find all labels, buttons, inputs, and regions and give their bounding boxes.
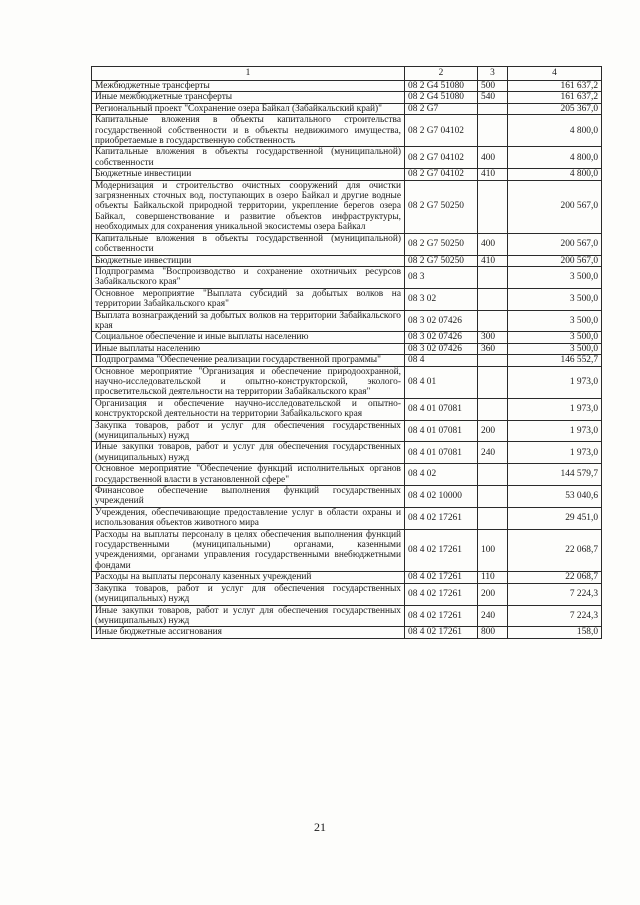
table-row	[92, 266, 602, 288]
row-vr-cell: 110	[478, 572, 508, 583]
row-vr-cell: 240	[478, 605, 508, 627]
row-vr-cell: 410	[478, 169, 508, 180]
row-name-cell: Финансовое обеспечение выполнения функций государственных учреждений	[92, 486, 405, 508]
row-code-cell: 08 4 02 17261	[405, 529, 478, 572]
row-code-cell: 08 2 G7 04102	[405, 147, 478, 169]
row-name-cell: Межбюджетные трансферты	[92, 81, 405, 92]
row-name-cell: Капитальные вложения в объекты государственной (муниципальной) собственности	[92, 233, 405, 255]
table-row	[92, 442, 602, 464]
row-code-cell: 08 4 02 10000	[405, 486, 478, 508]
row-code-cell: 08 4	[405, 355, 478, 366]
row-sum-cell: 158,0	[508, 627, 602, 638]
row-name-cell: Бюджетные инвестиции	[92, 169, 405, 180]
table-row	[92, 605, 602, 627]
row-vr-cell	[478, 486, 508, 508]
row-name-cell: Социальное обеспечение и иные выплаты населению	[92, 332, 405, 343]
row-sum-cell: 3 500,0	[508, 266, 602, 288]
row-code-cell: 08 4 02 17261	[405, 627, 478, 638]
row-sum-cell: 4 800,0	[508, 169, 602, 180]
row-vr-cell	[478, 366, 508, 398]
row-vr-cell: 410	[478, 255, 508, 266]
table-header-row	[92, 67, 602, 81]
row-sum-cell: 1 973,0	[508, 398, 602, 420]
row-sum-cell: 205 367,0	[508, 103, 602, 114]
table-row	[92, 169, 602, 180]
row-name-cell: Учреждения, обеспечивающие предоставление услуг в области охраны и использования объектов животного мира	[92, 507, 405, 529]
row-sum-cell: 4 800,0	[508, 147, 602, 169]
row-vr-cell: 400	[478, 233, 508, 255]
row-code-cell: 08 4 02	[405, 464, 478, 486]
row-sum-cell: 53 040,6	[508, 486, 602, 508]
row-vr-cell: 400	[478, 147, 508, 169]
row-sum-cell: 7 224,3	[508, 605, 602, 627]
row-name-cell: Расходы на выплаты персоналу казенных учреждений	[92, 572, 405, 583]
table-row	[92, 627, 602, 638]
row-name-cell: Иные бюджетные ассигнования	[92, 627, 405, 638]
row-vr-cell	[478, 180, 508, 233]
table-row	[92, 332, 602, 343]
budget-table	[91, 66, 602, 639]
row-name-cell: Иные межбюджетные трансферты	[92, 92, 405, 103]
row-name-cell: Расходы на выплаты персоналу в целях обеспечения выполнения функций государственными (муниципальными) органами, казенными учреждениями, органами управления государственными внебюджетными фондами	[92, 529, 405, 572]
row-vr-cell: 540	[478, 92, 508, 103]
row-vr-cell: 360	[478, 343, 508, 354]
row-sum-cell: 3 500,0	[508, 332, 602, 343]
row-sum-cell: 1 973,0	[508, 420, 602, 442]
row-sum-cell: 4 800,0	[508, 115, 602, 147]
header-col-sum: 4	[508, 67, 602, 81]
row-vr-cell	[478, 355, 508, 366]
row-vr-cell: 200	[478, 420, 508, 442]
row-vr-cell: 300	[478, 332, 508, 343]
row-sum-cell: 3 500,0	[508, 310, 602, 332]
table-row	[92, 81, 602, 92]
table-row	[92, 507, 602, 529]
row-code-cell: 08 4 02 17261	[405, 507, 478, 529]
table-row	[92, 355, 602, 366]
row-code-cell: 08 4 01 07081	[405, 398, 478, 420]
row-code-cell: 08 4 02 17261	[405, 583, 478, 605]
row-sum-cell: 144 579,7	[508, 464, 602, 486]
table-row	[92, 343, 602, 354]
row-code-cell: 08 2 G7	[405, 103, 478, 114]
row-sum-cell: 3 500,0	[508, 288, 602, 310]
table-row	[92, 464, 602, 486]
row-sum-cell: 22 068,7	[508, 572, 602, 583]
row-name-cell: Подпрограмма "Обеспечение реализации государственной программы"	[92, 355, 405, 366]
table-row	[92, 583, 602, 605]
row-sum-cell: 161 637,2	[508, 92, 602, 103]
row-code-cell: 08 3 02 07426	[405, 310, 478, 332]
row-name-cell: Основное мероприятие "Выплата субсидий за добытых волков на территории Забайкальского края"	[92, 288, 405, 310]
row-name-cell: Закупка товаров, работ и услуг для обеспечения государственных (муниципальных) нужд	[92, 420, 405, 442]
table-row	[92, 255, 602, 266]
row-name-cell: Закупка товаров, работ и услуг для обеспечения государственных (муниципальных) нужд	[92, 583, 405, 605]
table-row	[92, 103, 602, 114]
row-name-cell: Региональный проект "Сохранение озера Байкал (Забайкальский край)"	[92, 103, 405, 114]
row-vr-cell	[478, 266, 508, 288]
table-row	[92, 572, 602, 583]
row-sum-cell: 1 973,0	[508, 442, 602, 464]
table-row	[92, 398, 602, 420]
table-row	[92, 233, 602, 255]
row-name-cell: Основное мероприятие "Обеспечение функций исполнительных органов государственной власти в установленной сфере"	[92, 464, 405, 486]
table-row	[92, 310, 602, 332]
row-code-cell: 08 4 02 17261	[405, 605, 478, 627]
table-row	[92, 486, 602, 508]
row-sum-cell: 146 552,7	[508, 355, 602, 366]
table-row	[92, 529, 602, 572]
header-col-name: 1	[92, 67, 405, 81]
row-code-cell: 08 2 G7 04102	[405, 115, 478, 147]
table-row	[92, 288, 602, 310]
row-vr-cell: 500	[478, 81, 508, 92]
row-vr-cell: 800	[478, 627, 508, 638]
row-vr-cell: 240	[478, 442, 508, 464]
row-code-cell: 08 2 G7 50250	[405, 255, 478, 266]
header-col-code: 2	[405, 67, 478, 81]
row-code-cell: 08 4 02 17261	[405, 572, 478, 583]
row-vr-cell	[478, 507, 508, 529]
row-code-cell: 08 3 02	[405, 288, 478, 310]
row-sum-cell: 200 567,0	[508, 233, 602, 255]
row-sum-cell: 1 973,0	[508, 366, 602, 398]
row-vr-cell	[478, 464, 508, 486]
table-row	[92, 115, 602, 147]
table-row	[92, 180, 602, 233]
row-name-cell: Капитальные вложения в объекты капитального строительства государственной собственности и в объекты недвижимого имущества, приобретаемые в государственную собственность	[92, 115, 405, 147]
row-code-cell: 08 4 01 07081	[405, 420, 478, 442]
row-code-cell: 08 3 02 07426	[405, 343, 478, 354]
row-code-cell: 08 3 02 07426	[405, 332, 478, 343]
row-sum-cell: 3 500,0	[508, 343, 602, 354]
header-col-vr: 3	[478, 67, 508, 81]
row-code-cell: 08 2 G4 51080	[405, 81, 478, 92]
row-code-cell: 08 2 G7 50250	[405, 180, 478, 233]
row-sum-cell: 7 224,3	[508, 583, 602, 605]
row-sum-cell: 200 567,0	[508, 180, 602, 233]
row-name-cell: Организация и обеспечение научно-исследовательской и опытно-конструкторской деятельности на территории Забайкальского края	[92, 398, 405, 420]
page-number: 21	[314, 820, 326, 834]
table-row	[92, 147, 602, 169]
row-vr-cell: 100	[478, 529, 508, 572]
row-name-cell: Подпрограмма "Воспроизводство и сохранение охотничьих ресурсов Забайкальского края"	[92, 266, 405, 288]
table-row	[92, 366, 602, 398]
row-code-cell: 08 2 G4 51080	[405, 92, 478, 103]
row-name-cell: Иные выплаты населению	[92, 343, 405, 354]
row-sum-cell: 29 451,0	[508, 507, 602, 529]
row-name-cell: Выплата вознаграждений за добытых волков на территории Забайкальского края	[92, 310, 405, 332]
row-vr-cell	[478, 398, 508, 420]
row-code-cell: 08 4 01	[405, 366, 478, 398]
row-vr-cell: 200	[478, 583, 508, 605]
row-name-cell: Иные закупки товаров, работ и услуг для обеспечения государственных (муниципальных) нужд	[92, 442, 405, 464]
row-vr-cell	[478, 115, 508, 147]
row-name-cell: Модернизация и строительство очистных сооружений для очистки загрязненных сточных вод, поступающих в озеро Байкал и другие водные объекты Байкальской природной территории, укрепление берегов озера Байкал, совершенствование и развитие объектов инфраструктуры, необходимых для сохранения уникальной экосистемы озера Байкал	[92, 180, 405, 233]
row-name-cell: Капитальные вложения в объекты государственной (муниципальной) собственности	[92, 147, 405, 169]
row-code-cell: 08 2 G7 04102	[405, 169, 478, 180]
row-sum-cell: 161 637,2	[508, 81, 602, 92]
row-vr-cell	[478, 288, 508, 310]
row-name-cell: Иные закупки товаров, работ и услуг для обеспечения государственных (муниципальных) нужд	[92, 605, 405, 627]
row-code-cell: 08 4 01 07081	[405, 442, 478, 464]
row-vr-cell	[478, 310, 508, 332]
row-name-cell: Основное мероприятие "Организация и обеспечение природоохранной, научно-исследовательской и опытно-конструкторской, эколого-просветительской деятельности на территории Забайкальского края"	[92, 366, 405, 398]
row-code-cell: 08 2 G7 50250	[405, 233, 478, 255]
row-vr-cell	[478, 103, 508, 114]
row-sum-cell: 200 567,0	[508, 255, 602, 266]
row-code-cell: 08 3	[405, 266, 478, 288]
row-sum-cell: 22 068,7	[508, 529, 602, 572]
table-row	[92, 420, 602, 442]
table-row	[92, 92, 602, 103]
row-name-cell: Бюджетные инвестиции	[92, 255, 405, 266]
